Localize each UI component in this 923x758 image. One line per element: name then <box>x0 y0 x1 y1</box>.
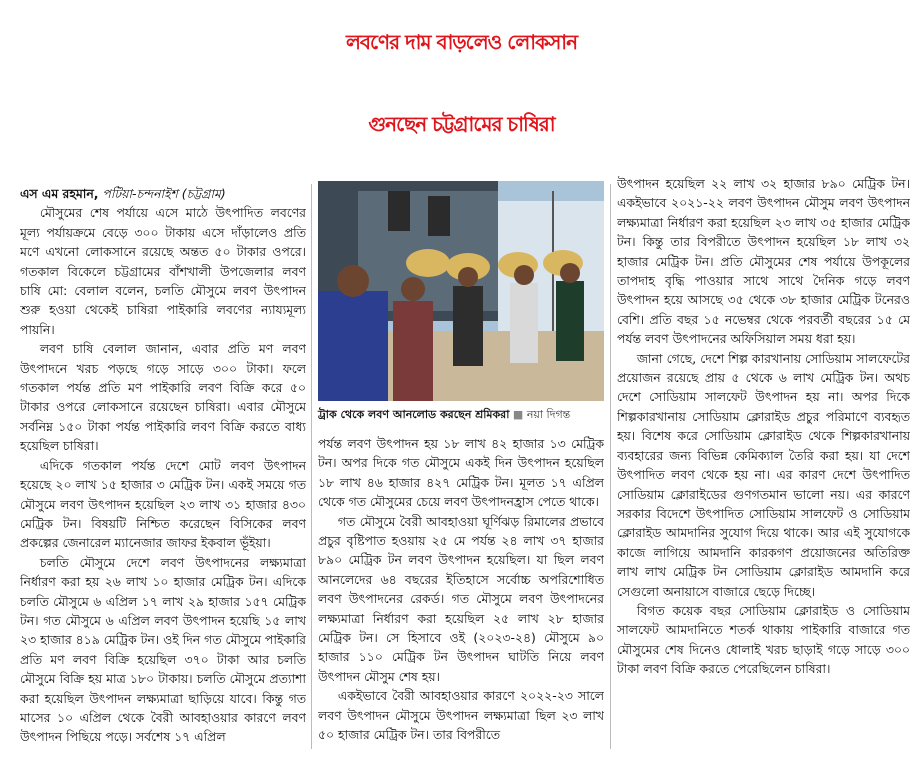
news-photo <box>318 181 604 401</box>
column-divider <box>610 184 611 749</box>
headline-line-2: গুনছেন চট্টগ্রামের চাষিরা <box>368 112 555 136</box>
article-column-2 <box>318 434 604 754</box>
caption-separator: ■ <box>512 408 524 421</box>
paragraph: বিগত কয়েক বছর সোডিয়াম ক্লোরাইড ও সোডিয়াম সালফেট আমদানিতে শতর্ক থাকায় পাইকারি বাজারে গত মৌসুমের শেষ দিনেও ধোলাই খরচ ছাড়াই গড়ে সাড়ে ৩০০ টাকা লবণ বিক্রি করতে পেরেছিলেন চাষিরা। <box>617 602 910 677</box>
byline-author: এস এম রহমান, <box>20 186 99 201</box>
photo-illustration <box>318 181 604 401</box>
paragraph: একইভাবে বৈরী আবহাওয়ার কারণে ২০২২-২৩ সালে লবণ উৎপাদন মৌসুমে উৎপাদন লক্ষ্যমাত্রা ছিল ২৩ লাখ ৫০ হাজার মেট্রিক টন। তার বিপরীতে <box>318 688 604 743</box>
article-column-3 <box>617 174 910 754</box>
paragraph: জানা গেছে, দেশে শিল্প কারখানায় সোডিয়াম সালফেটের প্রয়োজন রয়েছে প্রায় ৫ থেকে ৬ লাখ মেট্রিক টন। অথচ দেশে সোডিয়াম সালফেট উৎপাদন হয় না। অপর দিকে শিল্পকারখানায় সোডিয়াম ক্লোরাইড প্রচুর পরিমাণে ব্যবহৃত হয়। বিশেষ করে সোডিয়াম ক্লোরাইড থেকে শিল্পকারখানায় ব্যবহারের জন্য বিভিন্ন কেমিক্যাল তৈরি করা হয়। যা দেশে উৎপাদিত লবণ থেকে হয় না। এর কারণ দেশে উৎপাদিত সোডিয়াম ক্লোরাইডের গুণগতমান ভালো নয়। এর কারণে সরকার বিদেশে উৎপাদিত সোডিয়াম সালফেট ও সোডিয়াম ক্লোরাইড আমদানির সুযোগ দিয়ে থাকে। আর এই সুযোগকে কাজে লাগিয়ে আমদানি কারকগণ প্রয়োজনের অতিরিক্ত লাখ লাখ মেট্রিক টন সোডিয়াম ক্লোরাইড আমদানি করে সেগুলো অনায়াসে বাজারে ছেড়ে দিচ্ছে। <box>617 350 910 599</box>
paragraph: লবণ চাষি বেলাল জানান, এবার প্রতি মণ লবণ উৎপাদনে খরচ পড়ছে গড়ে সাড়ে ৩০০ টাকা। ফলে গতকাল পর্যন্ত প্রতি মণ পাইকারি লবণ বিক্রি করে ৫০ টাকার ওপরে লোকসানে রয়েছেন চাষিরা। এবার মৌসুমে সর্বনিম্ন ১৫০ টাকা পর্যন্ত পাইকারি লবণ বিক্রি করতে বাধ্য হয়েছিল চাষিরা। <box>20 341 306 454</box>
paragraph: চলতি মৌসুমে দেশে লবণ উৎপাদনের লক্ষ্যমাত্রা নির্ধারণ করা হয় ২৬ লাখ ১০ হাজার মেট্রিক টন। এদিকে চলতি মৌসুমে ৬ এপ্রিল ১৭ লাখ ২৯ হাজার ১৫৭ মেট্রিক টন। গত মৌসুমে ৬ এপ্রিল লবণ উৎপাদন হয়েছি ১৫ লাখ ২৩ হাজার ৪১৯ মেট্রিক টন। ওই দিন গত মৌসুমে পাইকারি প্রতি মণ লবণ বিক্রি হয়েছিল ৩৭০ টাকা আর চলতি মৌসুমে বিক্রি হয় মাত্র ১৮০ টাকায়। চলতি মৌসুমে প্রত্যাশা করা হয়েছিল উৎপাদন লক্ষ্যমাত্রা ছাড়িয়ে যাবে। কিন্তু গত মাসের ১০ এপ্রিল থেকে বৈরী আবহাওয়ার কারণে লবণ উৎপাদন পিছিয়ে পড়ে। সর্বশেষ ১৭ এপ্রিল <box>20 554 306 745</box>
column-divider <box>311 184 312 749</box>
article-column-1 <box>20 184 306 754</box>
photo-caption-line <box>318 404 604 426</box>
paragraph: পর্যন্ত লবণ উৎপাদন হয় ১৮ লাখ ৪২ হাজার ১৩ মেট্রিক টন। অপর দিকে গত মৌসুমে একই দিন উৎপাদন হয়েছিল ১৮ লাখ ৪৬ হাজার ৪২৭ মেট্রিক টন। মূলত ১৭ এপ্রিল থেকে গত মৌসুমের চেয়ে লবণ উৎপাদনহ্রাস পেতে থাকে। <box>318 436 604 510</box>
photo-credit: নয়া দিগন্ত <box>526 408 571 421</box>
byline-place: পটিয়া-চন্দনাইশ (চট্টগ্রাম) <box>102 186 226 201</box>
headline-line-1: লবণের দাম বাড়লেও লোকসান <box>345 30 578 54</box>
paragraph: গত মৌসুমে বৈরী আবহাওয়া ঘূর্ণিঝড় রিমালের প্রভাবে প্রচুর বৃষ্টিপাত হওয়ায় ২৫ মে পর্যন্ত ২৪ লাখ ৩৭ হাজার ৮৯০ মেট্রিক টন লবণ উৎপাদন হয়েছিল। যা ছিল লবণ আনলেদের ৬৪ বছরের ইতিহাসে সর্বোচ্চ অপরিশোধিত লবণ উৎপাদনের রেকর্ড। গত মৌসুমে লবণ উৎপাদনের লক্ষ্যমাত্রা নির্ধারণ করা হয়েছিল ২৫ লাখ ২৮ হাজার মেট্রিক টন। সে হিসাবে ওই (২০২৩-২৪) মৌসুমে ৯০ হাজার ১১০ মেট্রিক টন উৎপাদন ঘাটতি নিয়ে লবণ উৎপাদন মৌসুম শেষ হয়। <box>318 513 604 684</box>
byline <box>20 184 306 203</box>
paragraph: এদিকে গতকাল পর্যন্ত দেশে মোট লবণ উৎপাদন হয়েছে ২০ লাখ ১৫ হাজার ৩ মেট্রিক টন। একই সময়ে গত মৌসুমে লবণ উৎপাদন হয়েছিল ২৩ লাখ ৩১ হাজার ৪৩০ মেট্রিক টন। বিষয়টি নিশ্চিত করেছেন বিসিকের লবণ প্রকল্পের জেনারেল ম্যানেজার জাফর ইকবাল ভূঁইয়া। <box>20 457 306 551</box>
photo-caption: ট্রাক থেকে লবণ আনলোড করছেন শ্রমিকরা <box>318 408 510 421</box>
paragraph: মৌসুমের শেষ পর্যায়ে এসে মাঠে উৎপাদিত লবণের মূল্য পর্যায়ক্রমে বেড়ে ৩০০ টাকায় এসে দাঁড়ালেও প্রতি মণে এখনো লোকসানে রয়েছে অন্তত ৫০ টাকার ওপরে। গতকাল বিকেলে চট্টগ্রামের বাঁশখালী উপজেলার লবণ চাষি মো: বেলাল বলেন, চলতি মৌসুমে লবণ উৎপাদন শুরু হওয়া থেকেই চাষিরা পাইকারি লবণের ন্যায্যমূল্য পায়নি। <box>20 205 306 337</box>
paragraph: উৎপাদন হয়েছিল ২২ লাখ ৩২ হাজার ৮৯০ মেট্রিক টন। একইভাবে ২০২১-২২ লবণ উৎপাদন মৌসুম লবণ উৎপাদন লক্ষ্যমাত্রা নির্ধারণ করা হয়েছিল ২৩ লাখ ৩৫ হাজার মেট্রিক টন। কিন্তু তার বিপরীতে উৎপাদন হয়েছিল ১৮ লাখ ৩২ হাজার মেট্রিক টন। প্রতি মৌসুমের শেষ পর্যায়ে উপকূলের তাপদাহ বৃদ্ধি পাওয়ার সাথে সাথে দৈনিক গড়ে লবণ উৎপাদন হয়ে আসছে ৩৫ থেকে ৩৮ হাজার মেট্রিক টনেরও বেশি। প্রতি বছর ১৫ নভেম্বর থেকে পরবর্তী বছরের ১৫ মে পর্যন্ত লবণ উৎপাদনের অফিসিয়াল সময় ধরা হয়। <box>617 176 910 347</box>
